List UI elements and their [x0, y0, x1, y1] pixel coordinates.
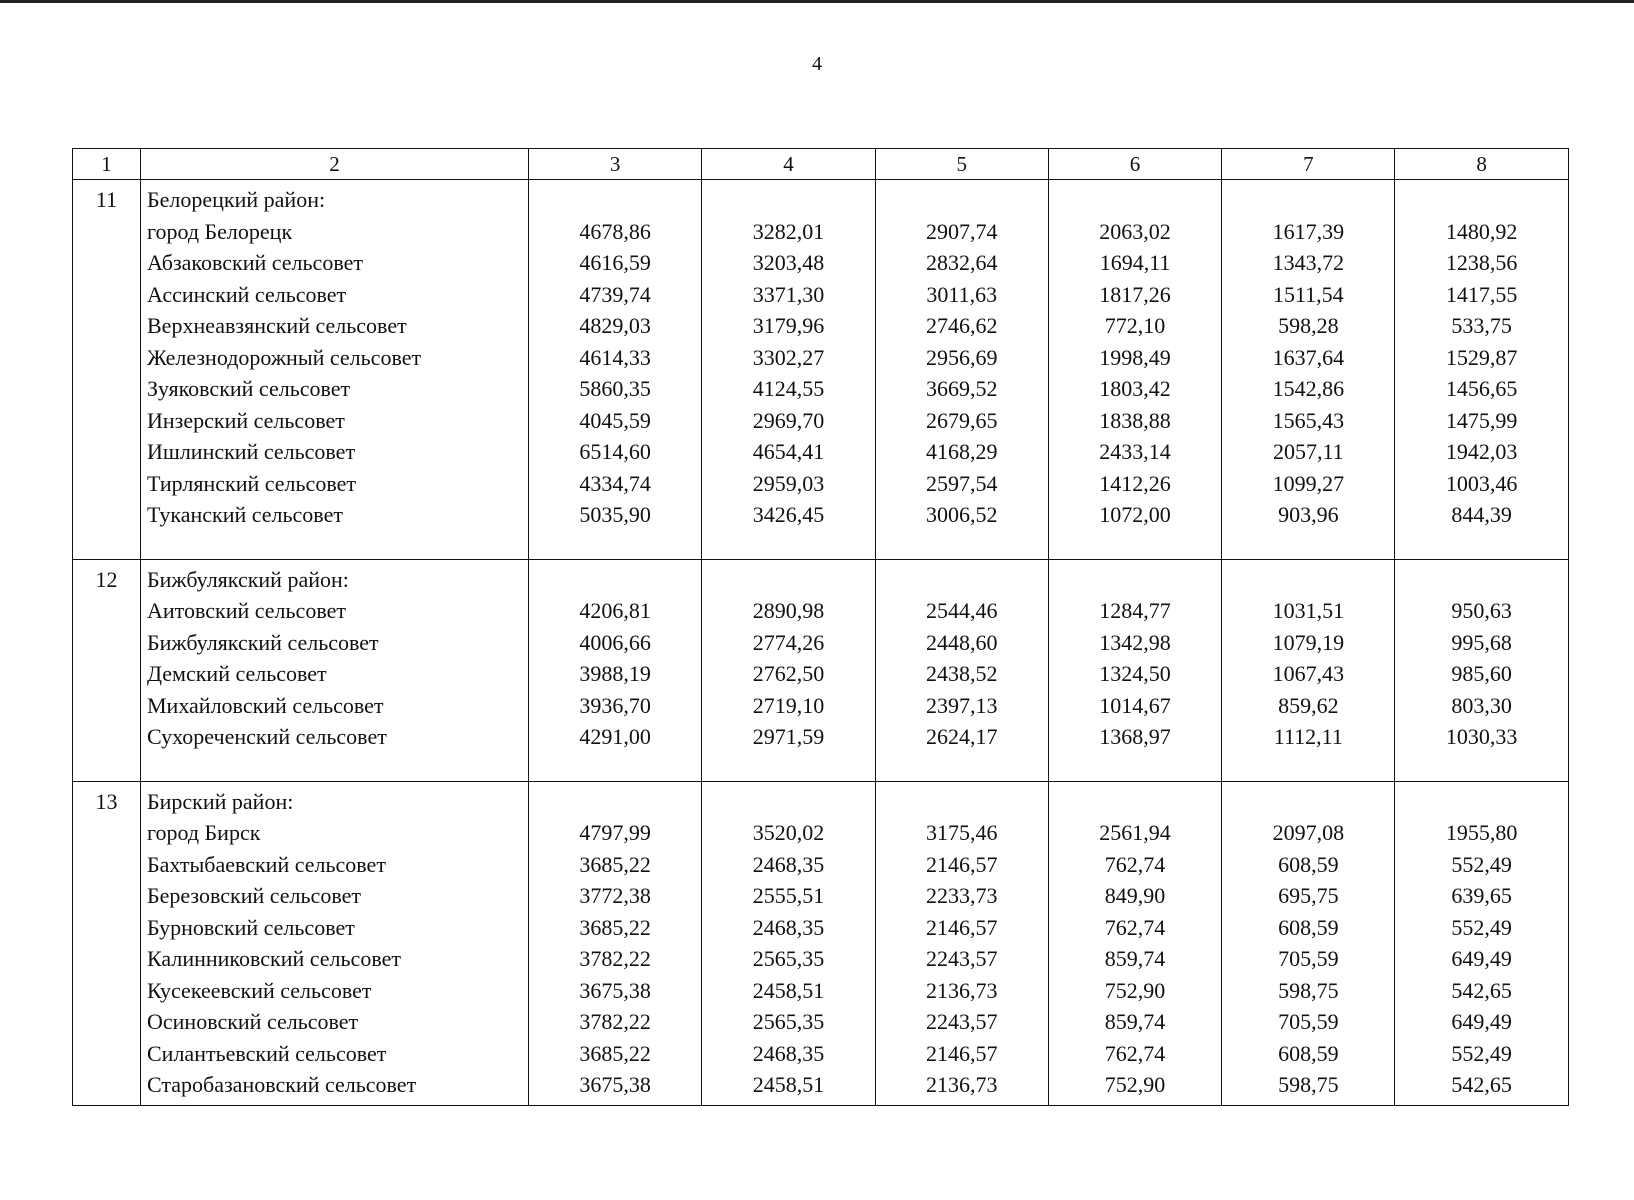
- value-cell: 4739,74: [579, 281, 651, 307]
- value-cell: 1099,27: [1272, 470, 1345, 496]
- value-cell: 1342,98: [1099, 629, 1171, 655]
- value-cell: 2565,35: [752, 1009, 825, 1034]
- value-cell: 2057,11: [1272, 439, 1344, 464]
- value-cell: 542,65: [1451, 1072, 1512, 1097]
- value-cell: 3782,22: [579, 1009, 651, 1034]
- settlement-name: Бурновский сельсовет: [147, 914, 355, 940]
- blank-line: [1222, 564, 1394, 596]
- value-cell: 1417,55: [1445, 281, 1518, 307]
- value-cell: 2565,35: [752, 946, 825, 971]
- blank-line: [876, 786, 1048, 818]
- value-cell: 2146,57: [925, 851, 998, 877]
- value-cell: 1998,49: [1099, 344, 1171, 370]
- column-header: 7: [1222, 149, 1395, 180]
- value-cell: 2448,60: [925, 629, 998, 655]
- value-cell: 4614,33: [579, 344, 651, 370]
- name-cell: [141, 559, 529, 781]
- value-cell: 4045,59: [579, 407, 651, 433]
- value-column-7: [1222, 559, 1395, 781]
- value-cell: 552,49: [1451, 1040, 1512, 1066]
- value-cell: 598,75: [1278, 1072, 1339, 1097]
- blank-line: [1222, 786, 1394, 818]
- value-cell: 608,59: [1278, 1040, 1339, 1066]
- blank-line: [876, 184, 1048, 216]
- value-cell: 1838,88: [1099, 407, 1171, 433]
- settlement-name: Бахтыбаевский сельсовет: [147, 851, 386, 877]
- value-cell: 2433,14: [1099, 439, 1171, 464]
- column-header: 5: [875, 149, 1048, 180]
- value-cell: 2719,10: [752, 692, 825, 718]
- value-column-5: [875, 180, 1048, 560]
- value-cell: 4654,41: [752, 439, 825, 464]
- value-cell: 3675,38: [579, 977, 651, 1003]
- settlement-name: Кусекеевский сельсовет: [147, 977, 372, 1003]
- group-row: [73, 180, 1569, 560]
- value-cell: 844,39: [1451, 502, 1512, 527]
- value-cell: 3520,02: [752, 820, 825, 845]
- value-column-8: [1395, 559, 1568, 781]
- value-cell: 2097,08: [1272, 820, 1345, 845]
- value-cell: 803,30: [1451, 692, 1512, 718]
- value-cell: 1003,46: [1445, 470, 1518, 496]
- value-column-6: [1048, 559, 1221, 781]
- settlement-name: Сухореченский сельсовет: [147, 724, 387, 749]
- value-cell: 552,49: [1451, 851, 1512, 877]
- value-cell: 3772,38: [579, 883, 651, 908]
- blank-line: [1222, 184, 1394, 216]
- value-column-5: [875, 559, 1048, 781]
- value-column-4: [702, 180, 875, 560]
- group-number-cell: [73, 781, 141, 1105]
- value-cell: 3203,48: [752, 250, 825, 275]
- group-row: [73, 781, 1569, 1105]
- value-cell: 649,49: [1451, 1009, 1512, 1034]
- value-cell: 2971,59: [752, 724, 825, 749]
- value-cell: 903,96: [1278, 502, 1339, 527]
- value-cell: 1694,11: [1099, 250, 1171, 275]
- value-cell: 3371,30: [752, 281, 825, 307]
- district-title: Бижбулякский район:: [147, 566, 349, 592]
- value-column-8: [1395, 781, 1568, 1105]
- value-cell: 1529,87: [1445, 344, 1518, 370]
- value-cell: 4206,81: [579, 598, 651, 623]
- value-cell: 3175,46: [925, 820, 998, 845]
- value-cell: 2624,17: [925, 724, 998, 749]
- value-cell: 762,74: [1104, 914, 1166, 940]
- district-title: Белорецкий район:: [147, 187, 326, 212]
- value-cell: 762,74: [1104, 1040, 1166, 1066]
- value-cell: 2136,73: [925, 1072, 998, 1097]
- value-cell: 4797,99: [579, 820, 651, 845]
- column-header-row: [73, 149, 1569, 180]
- blank-line: [529, 564, 701, 596]
- value-cell: 2468,35: [752, 914, 825, 940]
- value-cell: 1942,03: [1445, 439, 1518, 464]
- value-cell: 2146,57: [925, 914, 998, 940]
- value-cell: 2969,70: [752, 407, 825, 433]
- settlement-name: Березовский сельсовет: [147, 883, 361, 908]
- value-column-6: [1048, 781, 1221, 1105]
- value-cell: 3685,22: [579, 851, 651, 877]
- value-cell: 950,63: [1451, 598, 1512, 623]
- settlement-name: Ассинский сельсовет: [147, 281, 347, 307]
- value-cell: 849,90: [1104, 883, 1166, 908]
- value-cell: 4616,59: [579, 250, 651, 275]
- value-cell: 772,10: [1104, 313, 1166, 338]
- value-cell: 2136,73: [925, 977, 998, 1003]
- settlement-name: Старобазановский сельсовет: [147, 1072, 417, 1097]
- value-cell: 1412,26: [1099, 470, 1171, 496]
- column-header: 6: [1048, 149, 1221, 180]
- settlement-name: город Бирск: [147, 820, 261, 845]
- value-cell: 4124,55: [752, 376, 825, 401]
- value-cell: 3179,96: [752, 313, 825, 338]
- value-cell: 552,49: [1451, 914, 1512, 940]
- value-cell: 2458,51: [752, 1072, 825, 1097]
- value-column-4: [702, 559, 875, 781]
- value-cell: 4829,03: [579, 313, 651, 338]
- value-column-3: [529, 559, 702, 781]
- value-cell: 3426,45: [752, 502, 825, 527]
- column-header: 8: [1395, 149, 1568, 180]
- group-number: 11: [95, 187, 118, 212]
- settlement-name: Туканский сельсовет: [147, 502, 343, 527]
- blank-line: [702, 786, 874, 818]
- value-cell: 985,60: [1451, 661, 1512, 686]
- value-cell: 649,49: [1451, 946, 1512, 971]
- value-cell: 608,59: [1278, 851, 1339, 877]
- value-column-7: [1222, 180, 1395, 560]
- settlement-name: Абзаковский сельсовет: [147, 250, 363, 275]
- value-cell: 1067,43: [1272, 661, 1345, 686]
- value-cell: 2468,35: [752, 1040, 825, 1066]
- value-cell: 1511,54: [1272, 281, 1344, 307]
- value-cell: 2832,64: [925, 250, 998, 275]
- settlement-name: Верхнеавзянский сельсовет: [147, 313, 407, 338]
- value-cell: 1637,64: [1272, 344, 1345, 370]
- value-cell: 3669,52: [925, 376, 998, 401]
- value-cell: 2233,73: [925, 883, 998, 908]
- table-body: [73, 149, 1569, 1106]
- name-cell: [141, 781, 529, 1105]
- value-cell: 752,90: [1104, 977, 1166, 1003]
- blank-line: [529, 184, 701, 216]
- blank-line: [1049, 184, 1221, 216]
- value-cell: 1079,19: [1272, 629, 1345, 655]
- value-cell: 705,59: [1278, 946, 1339, 971]
- blank-line: [876, 564, 1048, 596]
- settlement-name: Аитовский сельсовет: [147, 598, 346, 623]
- value-cell: 3006,52: [925, 502, 998, 527]
- value-cell: 2762,50: [752, 661, 825, 686]
- value-cell: 1817,26: [1099, 281, 1171, 307]
- value-cell: 4168,29: [925, 439, 998, 464]
- value-cell: 1238,56: [1445, 250, 1518, 275]
- blank-line: [702, 184, 874, 216]
- value-cell: 2679,65: [925, 407, 998, 433]
- settlement-name: Тирлянский сельсовет: [147, 470, 356, 496]
- value-cell: 2544,46: [925, 598, 998, 623]
- value-cell: 2746,62: [925, 313, 998, 338]
- value-cell: 995,68: [1451, 629, 1512, 655]
- group-number: 13: [95, 788, 118, 814]
- value-cell: 1031,51: [1272, 598, 1345, 623]
- group-number: 12: [95, 566, 118, 592]
- value-cell: 4291,00: [579, 724, 651, 749]
- column-header: 4: [702, 149, 875, 180]
- blank-line: [529, 786, 701, 818]
- page-number: 4: [812, 53, 822, 75]
- value-cell: 2890,98: [752, 598, 825, 623]
- value-cell: 5035,90: [579, 502, 651, 527]
- settlement-name: Калинниковский сельсовет: [147, 946, 401, 971]
- name-cell: [141, 180, 529, 560]
- value-cell: 1456,65: [1445, 376, 1518, 401]
- settlement-name: Бижбулякский сельсовет: [147, 629, 379, 655]
- value-cell: 1480,92: [1445, 218, 1518, 244]
- value-column-3: [529, 781, 702, 1105]
- value-column-6: [1048, 180, 1221, 560]
- value-cell: 2243,57: [925, 1009, 998, 1034]
- settlement-name: Силантьевский сельсовет: [147, 1040, 387, 1066]
- value-cell: 533,75: [1451, 313, 1512, 338]
- value-cell: 705,59: [1278, 1009, 1339, 1034]
- value-cell: 1014,67: [1099, 692, 1171, 718]
- value-cell: 639,65: [1451, 883, 1512, 908]
- value-cell: 2907,74: [925, 218, 998, 244]
- value-cell: 2555,51: [752, 883, 825, 908]
- value-cell: 2956,69: [925, 344, 998, 370]
- district-title: Бирский район:: [147, 788, 294, 814]
- settlement-name: Железнодорожный сельсовет: [147, 344, 422, 370]
- value-cell: 2959,03: [752, 470, 825, 496]
- blank-line: [1049, 786, 1221, 818]
- value-cell: 1030,33: [1445, 724, 1518, 749]
- value-cell: 5860,35: [579, 376, 651, 401]
- blank-line: [1395, 564, 1567, 596]
- value-cell: 3675,38: [579, 1072, 651, 1097]
- settlement-name: Инзерский сельсовет: [147, 407, 345, 433]
- value-cell: 752,90: [1104, 1072, 1166, 1097]
- value-cell: 859,74: [1104, 1009, 1166, 1034]
- value-cell: 3685,22: [579, 914, 651, 940]
- value-column-3: [529, 180, 702, 560]
- value-cell: 2597,54: [925, 470, 998, 496]
- group-number-cell: [73, 559, 141, 781]
- value-cell: 3685,22: [579, 1040, 651, 1066]
- column-header: 1: [73, 149, 141, 180]
- value-cell: 1542,86: [1272, 376, 1345, 401]
- settlement-name: Зуяковский сельсовет: [147, 376, 351, 401]
- value-cell: 3302,27: [752, 344, 825, 370]
- value-cell: 1617,39: [1272, 218, 1345, 244]
- value-cell: 3782,22: [579, 946, 651, 971]
- value-cell: 695,75: [1278, 883, 1339, 908]
- blank-line: [1049, 564, 1221, 596]
- value-cell: 1343,72: [1272, 250, 1345, 275]
- value-cell: 598,28: [1278, 313, 1339, 338]
- settlement-name: Михайловский сельсовет: [147, 692, 384, 718]
- value-cell: 2468,35: [752, 851, 825, 877]
- value-cell: 1475,99: [1445, 407, 1518, 433]
- value-cell: 2458,51: [752, 977, 825, 1003]
- blank-line: [702, 564, 874, 596]
- settlement-name: город Белорецк: [147, 218, 293, 244]
- value-cell: 3011,63: [926, 281, 998, 307]
- value-cell: 1284,77: [1099, 598, 1171, 623]
- column-header: 2: [141, 149, 529, 180]
- value-cell: 4334,74: [579, 470, 651, 496]
- value-cell: 542,65: [1451, 977, 1512, 1003]
- value-cell: 598,75: [1278, 977, 1339, 1003]
- value-cell: 1803,42: [1099, 376, 1171, 401]
- value-column-7: [1222, 781, 1395, 1105]
- value-cell: 1324,50: [1099, 661, 1171, 686]
- value-cell: 1368,97: [1099, 724, 1171, 749]
- value-cell: 859,62: [1278, 692, 1339, 718]
- value-cell: 2774,26: [752, 629, 825, 655]
- group-number-cell: [73, 180, 141, 560]
- value-cell: 2438,52: [925, 661, 998, 686]
- value-column-5: [875, 781, 1048, 1105]
- value-cell: 3988,19: [579, 661, 651, 686]
- blank-line: [1395, 184, 1567, 216]
- value-cell: 1955,80: [1445, 820, 1518, 845]
- value-cell: 4006,66: [579, 629, 651, 655]
- value-cell: 1112,11: [1273, 724, 1343, 749]
- blank-line: [1395, 786, 1567, 818]
- value-cell: 2146,57: [925, 1040, 998, 1066]
- value-cell: 3936,70: [579, 692, 651, 718]
- value-cell: 762,74: [1104, 851, 1166, 877]
- value-cell: 2243,57: [925, 946, 998, 971]
- value-cell: 2397,13: [925, 692, 998, 718]
- value-cell: 2561,94: [1099, 820, 1171, 845]
- top-rule: [0, 0, 1634, 3]
- value-column-4: [702, 781, 875, 1105]
- settlement-name: Ишлинский сельсовет: [147, 439, 356, 464]
- data-table: [72, 148, 1569, 1106]
- value-cell: 1072,00: [1099, 502, 1171, 527]
- value-cell: 859,74: [1104, 946, 1166, 971]
- settlement-name: Осиновский сельсовет: [147, 1009, 359, 1034]
- group-row: [73, 559, 1569, 781]
- value-cell: 3282,01: [752, 218, 825, 244]
- value-cell: 2063,02: [1099, 218, 1171, 244]
- column-header: 3: [529, 149, 702, 180]
- value-cell: 1565,43: [1272, 407, 1345, 433]
- value-cell: 4678,86: [579, 218, 651, 244]
- value-cell: 608,59: [1278, 914, 1339, 940]
- value-cell: 6514,60: [579, 439, 651, 464]
- settlement-name: Демский сельсовет: [147, 661, 327, 686]
- value-column-8: [1395, 180, 1568, 560]
